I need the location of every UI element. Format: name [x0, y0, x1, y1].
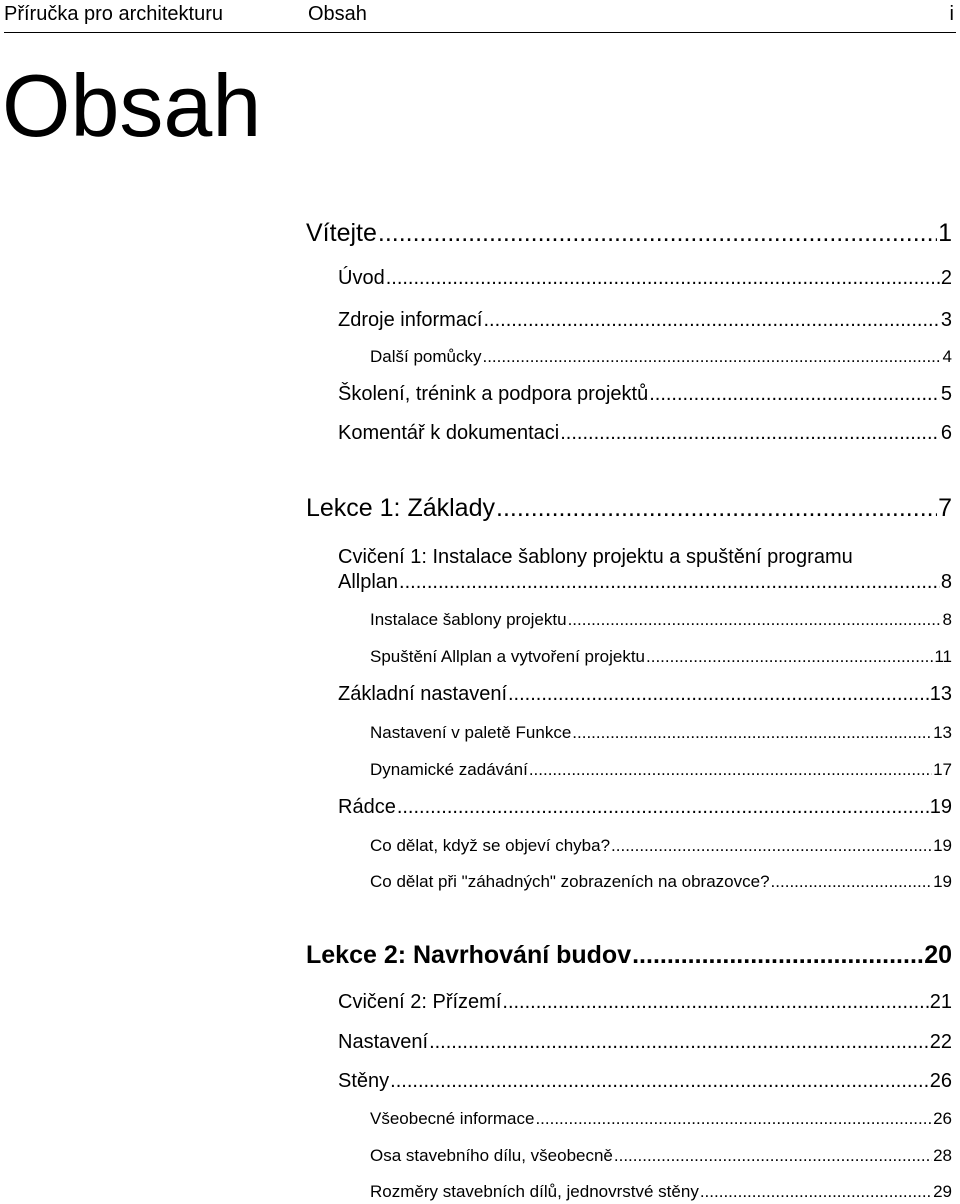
toc-entry-nastaveni-paleta[interactable]	[370, 722, 952, 744]
book-title: Příručka pro architekturu	[4, 3, 223, 25]
toc-entry-instalace[interactable]	[370, 609, 952, 631]
toc-page: 20	[924, 941, 952, 969]
dot-leader	[646, 646, 933, 668]
toc-label: Lekce 1: Základy	[306, 494, 495, 522]
toc-entry-uvod[interactable]	[338, 266, 952, 290]
toc-page: 19	[933, 872, 952, 891]
toc-label: Zdroje informací	[338, 309, 483, 331]
toc-label: Školení, trénink a podpora projektů	[338, 383, 649, 405]
running-header	[4, 2, 956, 33]
toc-page: 11	[934, 647, 952, 666]
toc-entry-cviceni1-line1[interactable]: Cvičení 1: Instalace šablony projektu a spuštění programu	[338, 546, 853, 568]
header-section: Obsah	[308, 3, 367, 25]
toc-label: Osa stavebního dílu, všeobecně	[370, 1146, 613, 1165]
toc-label: Rozměry stavebních dílů, jednovrstvé stěny	[370, 1182, 699, 1201]
dot-leader	[611, 835, 932, 857]
dot-leader	[649, 382, 940, 406]
toc-label: Stěny	[338, 1070, 390, 1092]
dot-leader	[771, 871, 933, 893]
toc-entry-spusteni[interactable]	[370, 646, 952, 668]
toc-page: 19	[933, 836, 952, 855]
dot-leader	[390, 1069, 929, 1093]
toc-page: 26	[933, 1109, 952, 1128]
dot-leader	[535, 1108, 932, 1130]
toc-entry-cviceni1[interactable]	[338, 570, 952, 594]
dot-leader	[378, 218, 937, 248]
toc-entry-vseobecne[interactable]	[370, 1108, 952, 1130]
toc-label: Allplan	[338, 571, 399, 593]
toc-label: Základní nastavení	[338, 683, 507, 705]
toc-label: Nastavení	[338, 1031, 429, 1053]
toc-page: 8	[940, 571, 952, 593]
toc-page: 17	[933, 760, 952, 779]
dot-leader	[386, 266, 940, 290]
toc-label: Komentář k dokumentaci	[338, 422, 560, 444]
toc-label: Co dělat při "záhadných" zobrazeních na obrazovce?	[370, 872, 770, 891]
toc-page: 2	[940, 267, 952, 289]
toc-entry-nastaveni[interactable]	[338, 1030, 952, 1054]
toc-page: 5	[940, 383, 952, 405]
toc-entry-lekce2[interactable]	[306, 940, 952, 970]
toc-label: Instalace šablony projektu	[370, 610, 567, 629]
toc-page: 28	[933, 1146, 952, 1165]
toc-entry-skoleni[interactable]	[338, 382, 952, 406]
dot-leader	[502, 990, 928, 1014]
toc-label: Co dělat, když se objeví chyba?	[370, 836, 611, 855]
toc-label: Úvod	[338, 267, 385, 289]
toc-label: Dynamické zadávání	[370, 760, 528, 779]
toc-label: Všeobecné informace	[370, 1109, 535, 1128]
toc-entry-zakladni[interactable]	[338, 682, 952, 706]
toc-entry-osa[interactable]	[370, 1145, 952, 1167]
toc-entry-dynamicke[interactable]	[370, 759, 952, 781]
toc-entry-komentar[interactable]	[338, 421, 952, 445]
toc-page: 22	[929, 1031, 952, 1053]
toc-label: Další pomůcky	[370, 347, 482, 366]
toc-page: 1	[938, 219, 952, 247]
toc-entry-zahadne[interactable]	[370, 871, 952, 893]
dot-leader	[397, 795, 929, 819]
toc-page: 19	[929, 796, 952, 818]
toc-entry-vitejte[interactable]	[306, 218, 952, 248]
toc-page: 13	[929, 683, 952, 705]
toc-label: Vítejte	[306, 219, 377, 247]
dot-leader	[529, 759, 932, 781]
toc-entry-radce[interactable]	[338, 795, 952, 819]
dot-leader	[560, 421, 940, 445]
toc-page: 21	[929, 991, 952, 1013]
dot-leader	[572, 722, 932, 744]
toc-page: 6	[940, 422, 952, 444]
toc-label: Cvičení 2: Přízemí	[338, 991, 502, 1013]
toc-label: Rádce	[338, 796, 396, 818]
toc-entry-chyba[interactable]	[370, 835, 952, 857]
toc-entry-lekce1[interactable]	[306, 493, 952, 523]
toc-label: Spuštění Allplan a vytvoření projektu	[370, 647, 645, 666]
toc-page: 3	[940, 309, 952, 331]
toc-entry-zdroje[interactable]	[338, 308, 952, 332]
dot-leader	[568, 609, 942, 631]
toc-entry-rozmery[interactable]	[370, 1181, 952, 1203]
toc-page: 4	[942, 347, 952, 366]
toc-entry-cviceni2[interactable]	[338, 990, 952, 1014]
toc-page: 13	[933, 723, 952, 742]
header-page-number: i	[949, 3, 954, 25]
dot-leader	[614, 1145, 932, 1167]
page-title: Obsah	[2, 56, 262, 155]
dot-leader	[484, 308, 940, 332]
dot-leader	[482, 346, 941, 368]
dot-leader	[496, 493, 937, 523]
dot-leader	[399, 570, 940, 594]
toc-entry-dalsi[interactable]	[370, 346, 952, 368]
toc-entry-steny[interactable]	[338, 1069, 952, 1093]
toc-page: 26	[929, 1070, 952, 1092]
toc-page: 7	[938, 494, 952, 522]
dot-leader	[700, 1181, 932, 1203]
toc-page: 8	[942, 610, 952, 629]
dot-leader	[429, 1030, 929, 1054]
toc-label: Nastavení v paletě Funkce	[370, 723, 572, 742]
dot-leader	[632, 940, 923, 970]
toc-label: Lekce 2: Navrhování budov	[306, 941, 632, 969]
toc-page: 29	[933, 1182, 952, 1201]
dot-leader	[508, 682, 929, 706]
